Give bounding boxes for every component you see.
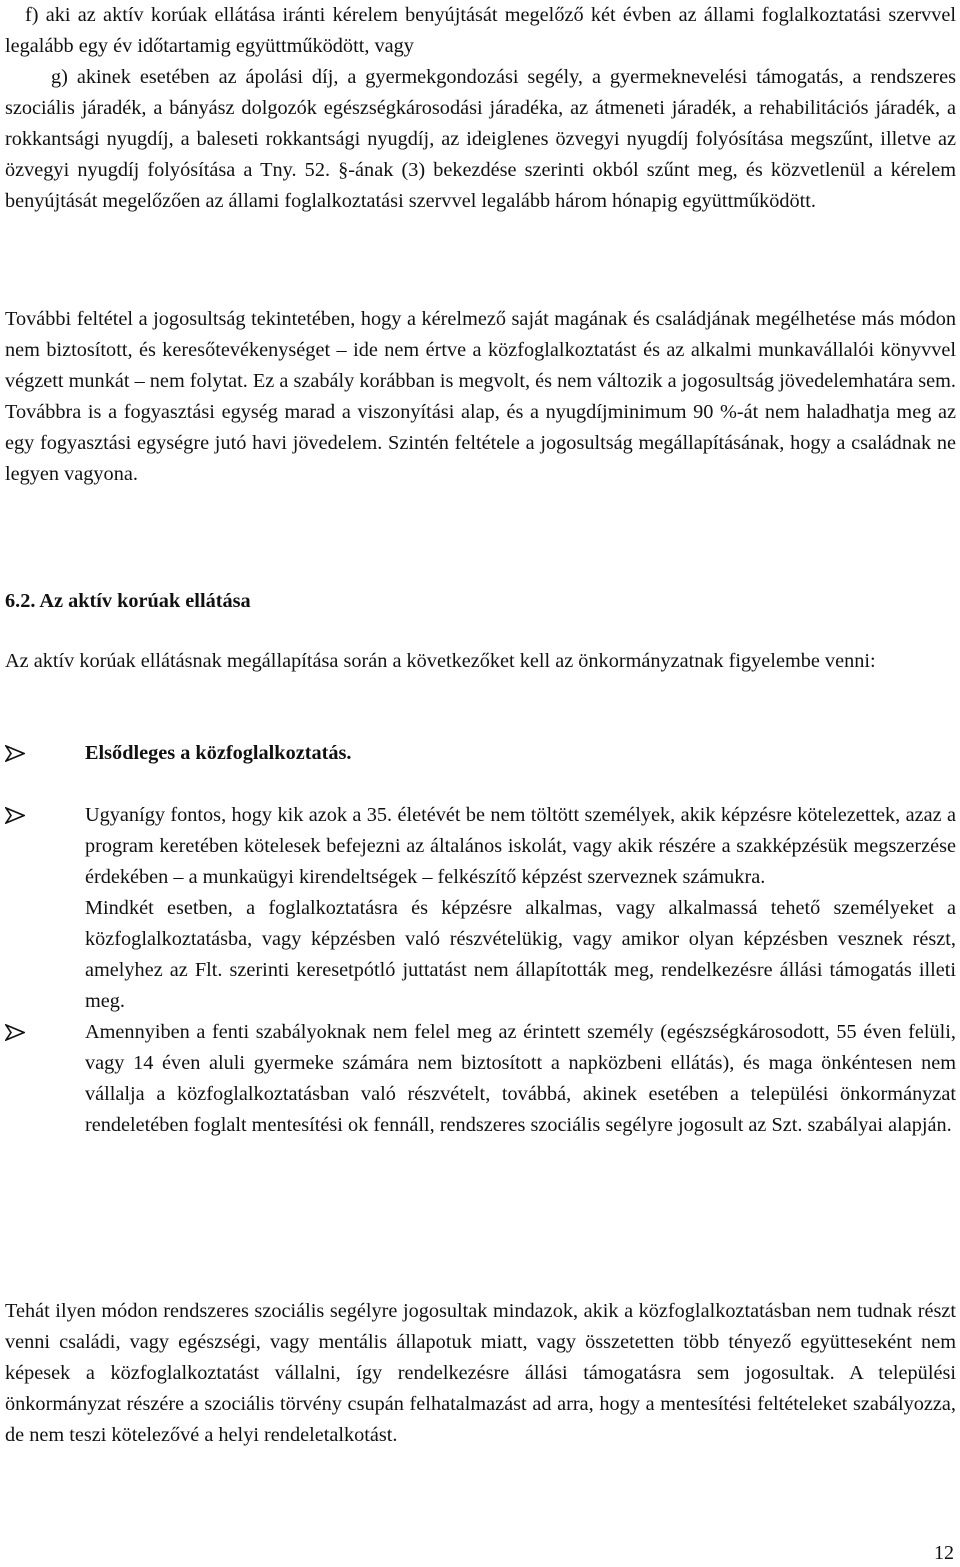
list-item	[5, 1017, 956, 1141]
paragraph-further-condition: További feltétel a jogosultság tekintetében, hogy a kérelmező saját magának és családjának megélhetése más módon nem biztosított, és keresőtevékenységet ‒ ide nem értve a közfoglalkoztatást és az alkalmi munkavállalói könyvvel végzett munkát ‒ nem folytat. Ez a szabály korábban is megvolt, és nem változik a jogosultság jövedelemhatára sem. Továbbra is a fogyasztási egység marad a viszonyítási alap, és a nyugdíjminimum 90 %-át nem haladhatja meg az egy fogyasztási egységre jutó havi jövedelem. Szintén feltétele a jogosultság megállapításának, hogy a családnak ne legyen vagyona.	[5, 308, 956, 485]
arrowhead-bullet-icon	[5, 800, 27, 831]
arrowhead-bullet-icon	[5, 1017, 27, 1048]
list-item	[5, 800, 956, 1017]
list-item	[5, 738, 956, 769]
section-heading: 6.2. Az aktív korúak ellátása	[5, 590, 251, 612]
paragraph-g: g) akinek esetében az ápolási díj, a gyermekgondozási segély, a gyermeknevelési támogatás, a rendszeres szociális járadék, a bányász dolgozók egészségkárosodási járadéka, az átmeneti járadék, a rehabilitációs járadék, a rokkantsági nyugdíj, a baleseti rokkantsági nyugdíj, az ideiglenes özvegyi nyugdíj folyósítása megszűnt, illetve az özvegyi nyugdíj folyósítása a Tny. 52. §-ának (3) bekezdése szerinti okból szűnt meg, és közvetlenül a kérelem benyújtását megelőzően az állami foglalkoztatási szervvel legalább három hónapig együttműködött.	[5, 66, 956, 212]
bullet-list	[5, 738, 956, 1141]
arrowhead-bullet-icon	[5, 738, 27, 769]
bullet-text-continued: Mindkét esetben, a foglalkoztatásra és képzésre alkalmas, vagy alkalmassá tehető személyeket a közfoglalkoztatásba, vagy képzésben való részvételükig, vagy amikor olyan képzésben vesznek részt, amelyhez az Flt. szerinti keresetpótló juttatást nem állapították meg, rendelkezésre állási támogatás illeti meg.	[85, 897, 956, 1012]
page-number: 12	[934, 1542, 954, 1564]
bullet-text: Elsődleges a közfoglalkoztatás.	[85, 742, 352, 764]
bullet-text: Amennyiben a fenti szabályoknak nem felel meg az érintett személy (egészségkárosodott, 55 éven felüli, vagy 14 éven aluli gyermeke számára nem biztosított a napközbeni ellátás), és maga önkéntesen nem vállalja a közfoglalkoztatásban való részvételt, továbbá, akinek esetében a települési önkormányzat rendeletében foglalt mentesítési ok fennáll, rendszeres szociális segélyre jogosult az Szt. szabályai alapján.	[85, 1021, 956, 1136]
bullet-text: Ugyanígy fontos, hogy kik azok a 35. életévét be nem töltött személyek, akik képzésre kötelezettek, azaz a program keretében kötelesek befejezni az általános iskolát, vagy akik részére a szakképzésük megszerzése érdekében ‒ a munkaügyi kirendeltségek ‒ felkészítő képzést szerveznek számukra.	[85, 804, 956, 888]
paragraph-f: f) aki az aktív korúak ellátása iránti kérelem benyújtását megelőző két évben az állami foglalkoztatási szervvel legalább egy év időtartamig együttműködött, vagy	[5, 4, 956, 57]
list-intro: Az aktív korúak ellátásnak megállapítása során a következőket kell az önkormányzatnak figyelembe venni:	[5, 650, 876, 672]
paragraph-conclusion: Tehát ilyen módon rendszeres szociális segélyre jogosultak mindazok, akik a közfoglalkoztatásban nem tudnak részt venni családi, vagy egészségi, vagy mentális állapotuk miatt, vagy összetetten több tényező együtteseként nem képesek a közfoglalkoztatást vállalni, így rendelkezésre állási támogatásra sem jogosultak. A települési önkormányzat részére a szociális törvény csupán felhatalmazást ad arra, hogy a mentesítési feltételeket szabályozza, de nem teszi kötelezővé a helyi rendeletalkotást.	[5, 1300, 956, 1446]
